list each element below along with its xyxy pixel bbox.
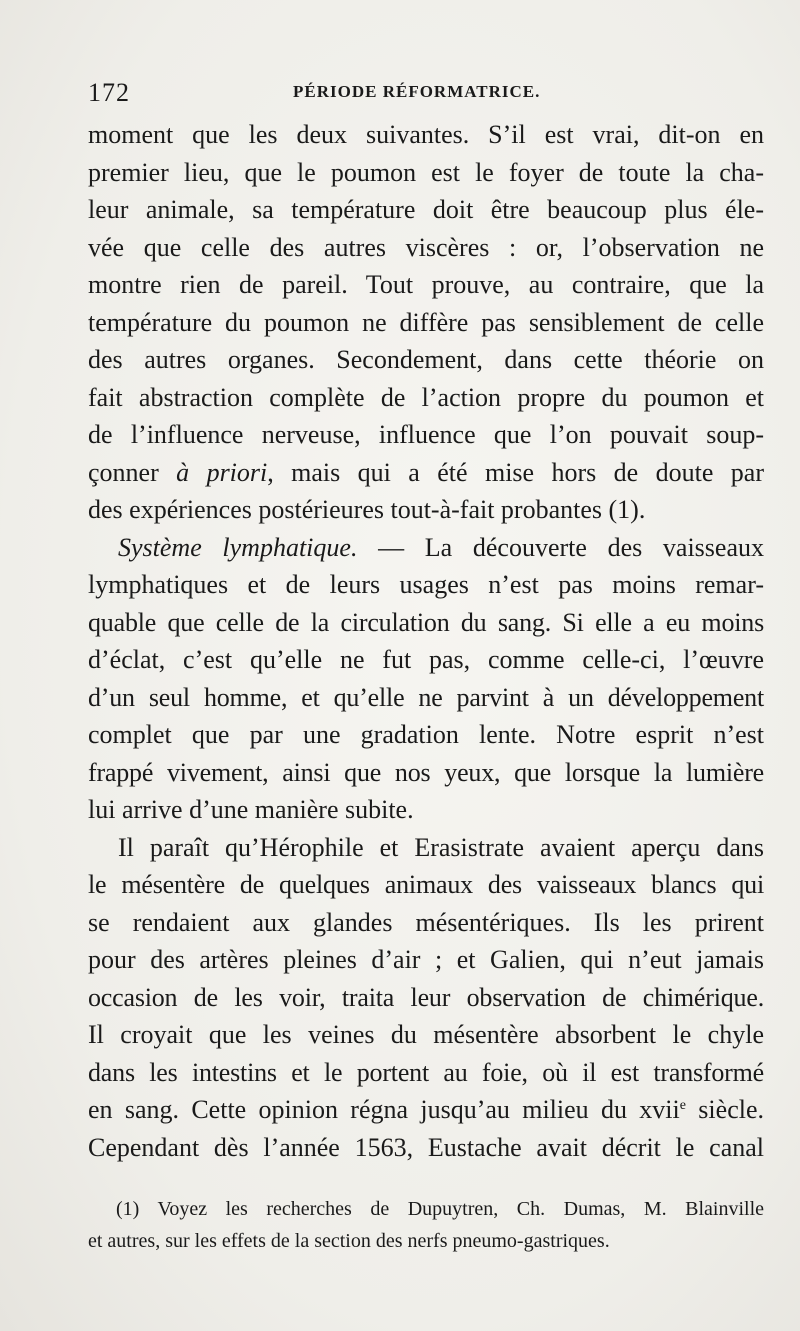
text-line: lymphatiques et de leurs usages n’est pas moins remar- <box>88 570 764 599</box>
text-line: frappé vivement, ainsi que nos yeux, que lorsque la lumière <box>88 757 764 787</box>
text-line: des autres organes. Secondement, dans cette théorie on <box>88 345 764 374</box>
section-title-systeme-lymphatique: Système lymphatique. <box>118 532 358 562</box>
text-line: d’éclat, c’est qu’elle ne fut pas, comme celle-ci, l’œuvre <box>88 645 764 674</box>
text-line-century <box>88 1091 764 1129</box>
page-header <box>88 78 764 110</box>
text-line: dans les intestins et le portent au foie, où il est transformé <box>88 1057 764 1087</box>
text-line: pour des artères pleines d’air ; et Galien, qui n’eut jamais <box>88 945 764 974</box>
footnote-line: et autres, sur les effets de la section des nerfs pneumo-gastriques. <box>88 1230 610 1252</box>
text-line: vée que celle des autres viscères : or, l’observation ne <box>88 232 764 262</box>
text-line: se rendaient aux glandes mésentériques. Ils les prirent <box>88 907 764 937</box>
text-line: d’un seul homme, et qu’elle ne parvint à un développement <box>88 682 764 712</box>
section-heading-line <box>88 529 764 567</box>
text-line: Il croyait que les veines du mésentère absorbent le chyle <box>88 1020 764 1049</box>
superscript-e: e <box>679 1098 686 1113</box>
text-line: leur animale, sa température doit être beaucoup plus éle- <box>88 195 764 224</box>
text-line: des expériences postérieures tout-à-fait probantes (1). <box>88 495 646 524</box>
footnotes <box>88 1193 764 1257</box>
text-line: le mésentère de quelques animaux des vaisseaux blancs qui <box>88 870 764 899</box>
text-run: siècle. <box>685 1095 764 1124</box>
text-run: , mais qui a été mise hors de doute par <box>267 457 764 487</box>
text-line-a-priori <box>88 454 764 492</box>
text-line: complet que par une gradation lente. Notre esprit n’est <box>88 720 764 749</box>
running-head: PÉRIODE RÉFORMATRICE. <box>293 82 541 101</box>
text-line: Il paraît qu’Hérophile et Erasistrate avaient aperçu dans <box>118 832 764 862</box>
text-run: — La découverte des vaisseaux <box>357 532 764 562</box>
text-line: moment que les deux suivantes. S’il est vrai, dit-on en <box>88 120 764 149</box>
text-line: montre rien de pareil. Tout prouve, au contraire, que la <box>88 270 764 299</box>
text-line: fait abstraction complète de l’action propre du poumon et <box>88 382 764 412</box>
footnote-line: (1) Voyez les recherches de Dupuytren, Ch. Dumas, M. Blainville <box>116 1198 764 1220</box>
italic-a-priori: à priori <box>176 457 268 487</box>
text-line: température du poumon ne diffère pas sensiblement de celle <box>88 307 764 337</box>
text-line: quable que celle de la circulation du sang. Si elle a eu moins <box>88 607 764 637</box>
text-line: occasion de les voir, traita leur observation de chimérique. <box>88 982 764 1012</box>
page-number: 172 <box>88 78 130 107</box>
text-run: çonner <box>88 457 177 487</box>
main-text <box>88 116 764 1166</box>
text-line: de l’influence nerveuse, influence que l’on pouvait soup- <box>88 420 764 449</box>
text-run: en sang. Cette opinion régna jusqu’au milieu du xvii <box>88 1095 680 1124</box>
text-line: Cependant dès l’année 1563, Eustache avait décrit le canal <box>88 1132 764 1162</box>
text-line: lui arrive d’une manière subite. <box>88 795 414 824</box>
text-line: premier lieu, que le poumon est le foyer de toute la cha- <box>88 157 764 187</box>
